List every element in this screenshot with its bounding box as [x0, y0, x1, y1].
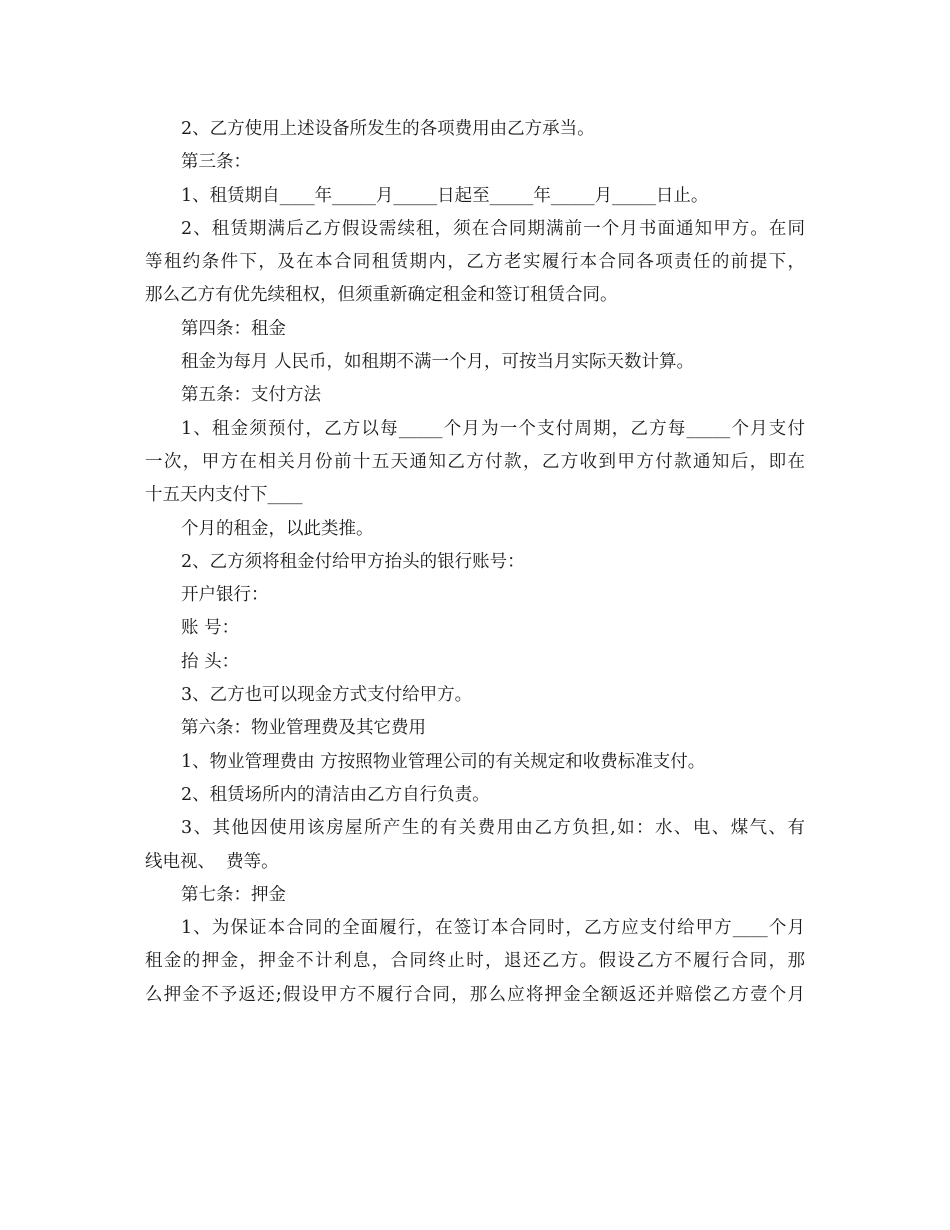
text-line: 2、乙方使用上述设备所发生的各项费用由乙方承当。 — [181, 119, 595, 139]
text-line: 十五天内支付下____ — [145, 485, 303, 506]
text-line: 2、租赁场所内的清洁由乙方自行负责。 — [181, 784, 490, 805]
text-line: 租金为每月 人民币，如租期不满一个月，可按当月实际天数计算。 — [181, 352, 695, 373]
text-line: 个月的租金，以此类推。 — [181, 518, 374, 539]
text-line: 第四条：租金 — [181, 318, 286, 339]
text-line: 1、物业管理费由 方按照物业管理公司的有关规定和收费标准支付。 — [181, 751, 706, 772]
text-line: 抬 头： — [181, 651, 240, 672]
text-line: 账 号： — [181, 618, 240, 639]
contract-body — [145, 113, 805, 1012]
text-line: 开户银行： — [181, 585, 269, 606]
text-line: 么押金不予返还;假设甲方不履行合同，那么应将押金全额返还并赔偿乙方壹个月 — [145, 984, 805, 1005]
text-line: 线电视、 费等。 — [145, 851, 279, 872]
text-line: 2、租赁期满后乙方假设需续租，须在合同期满前一个月书面通知甲方。在同 — [181, 218, 805, 239]
text-line: 1、为保证本合同的全面履行，在签订本合同时，乙方应支付给甲方____个月 — [181, 918, 805, 939]
text-line: 1、租赁期自____年_____月_____日起至_____年_____月_____日止。 — [181, 185, 709, 206]
text-line: 第五条：支付方法 — [181, 385, 321, 406]
text-line: 第七条：押金 — [181, 884, 286, 905]
text-line: 那么乙方有优先续租权，但须重新确定租金和签订租赁合同。 — [145, 285, 618, 306]
text-line: 一次，甲方在相关月份前十五天通知乙方付款，乙方收到甲方付款通知后，即在 — [145, 451, 805, 472]
text-line: 租金的押金，押金不计利息，合同终止时，退还乙方。假设乙方不履行合同，那 — [145, 951, 805, 972]
text-line: 第三条： — [181, 152, 251, 173]
text-line: 3、乙方也可以现金方式支付给甲方。 — [181, 685, 473, 706]
text-line: 1、租金须预付，乙方以每_____个月为一个支付周期，乙方每_____个月支付 — [181, 418, 805, 439]
text-line: 等租约条件下，及在本合同租赁期内，乙方老实履行本合同各项责任的前提下， — [145, 252, 805, 273]
text-line: 3、其他因使用该房屋所产生的有关费用由乙方负担,如：水、电、煤气、有 — [181, 818, 805, 839]
text-line: 2、乙方须将租金付给甲方抬头的银行账号： — [181, 551, 525, 572]
text-line: 第六条：物业管理费及其它费用 — [181, 718, 426, 739]
